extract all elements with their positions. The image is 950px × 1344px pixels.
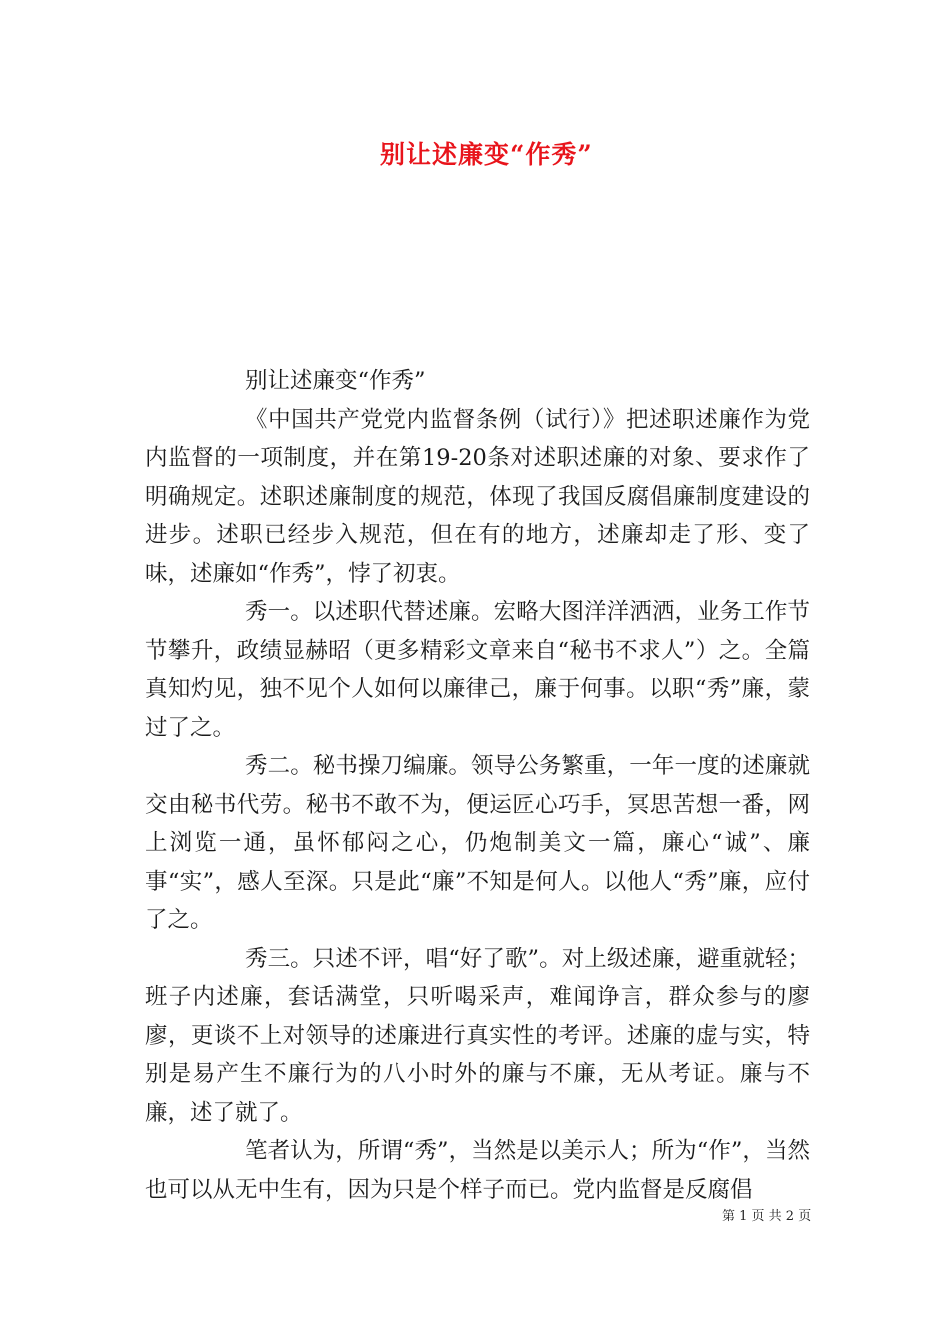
body-heading: 别让述廉变“作秀”	[245, 368, 426, 394]
paragraph-show-one: 秀一。以述职代替述廉。宏略大图洋洋洒洒，业务工作节节攀升，政绩显赫昭（更多精彩文章来自“秘书不求人”）之。全篇真知灼见，独不见个人如何以廉律己，廉于何事。以职“秀”廉，蒙过了之。	[145, 599, 810, 741]
page-footer: 第 1 页 共 2 页	[722, 1209, 812, 1224]
paragraph-show-three: 秀三。只述不评，唱“好了歌”。对上级述廉，避重就轻；班子内述廉，套话满堂，只听喝采声，难闻诤言，群众参与的廖廖，更谈不上对领导的述廉进行真实性的考评。述廉的虚与实，特别是易产生不廉行为的八小时外的廉与不廉，无从考证。廉与不廉，述了就了。	[145, 945, 810, 1126]
document-title: 别让述廉变“作秀”	[380, 140, 593, 169]
paragraph-conclusion: 笔者认为，所谓“秀”，当然是以美示人；所为“作”，当然也可以从无中生有，因为只是个样子而已。党内监督是反腐倡	[145, 1138, 810, 1203]
paragraph-show-two: 秀二。秘书操刀编廉。领导公务繁重，一年一度的述廉就交由秘书代劳。秘书不敢不为，便运匠心巧手，冥思苦想一番，网上浏览一通，虽怀郁闷之心，仍炮制美文一篇，廉心“诚”、廉事“实”，感人至深。只是此“廉”不知是何人。以他人“秀”廉，应付了之。	[145, 753, 810, 933]
paragraph-intro: 《中国共产党党内监督条例（试行）》把述职述廉作为党内监督的一项制度，并在第19-20条对述职述廉的对象、要求作了明确规定。述职述廉制度的规范，体现了我国反腐倡廉制度建设的进步。述职已经步入规范，但在有的地方，述廉却走了形、变了味，述廉如“作秀”，悖了初衷。	[145, 406, 810, 587]
document-body	[145, 362, 810, 1209]
